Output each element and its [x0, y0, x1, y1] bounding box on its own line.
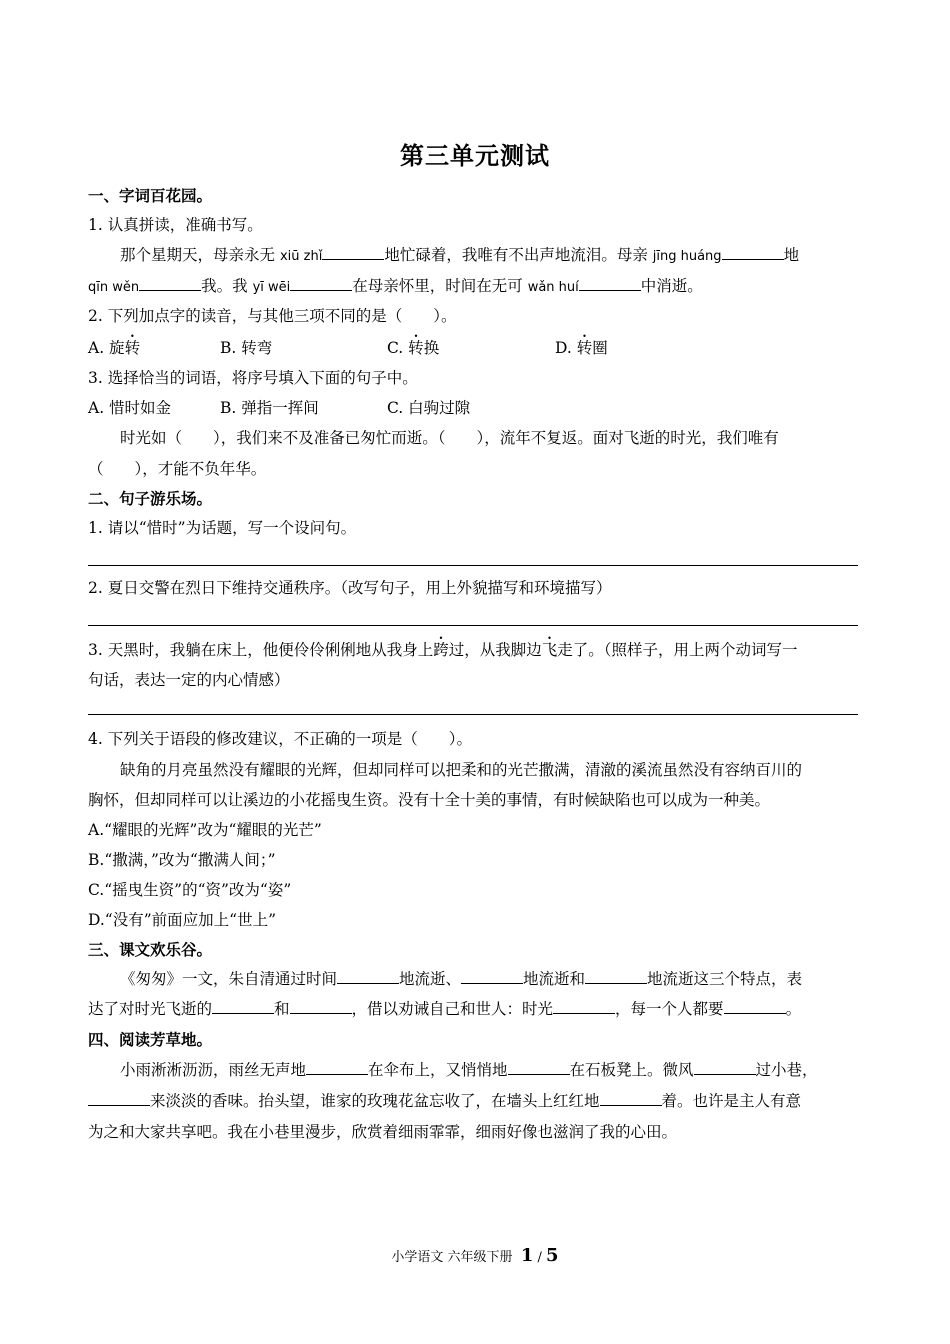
section-1-heading: 一、字词百花园。 — [88, 186, 213, 205]
page-footer — [0, 1245, 950, 1266]
blank[interactable] — [579, 276, 641, 291]
answer-line[interactable] — [88, 565, 858, 566]
q2-4-passage-1: 缺角的月亮虽然没有耀眼的光辉，但却同样可以把柔和的光芒撒满，清澈的溪流虽然没有容纳百川的 — [120, 761, 803, 779]
q2-4-label: 4. 下列关于语段的修改建议，不正确的一项是（ ）。 — [88, 730, 472, 748]
option-b[interactable]: B. 弹指一挥间 — [220, 399, 319, 417]
option-a[interactable]: A. 旋转 — [88, 339, 141, 357]
blank[interactable] — [139, 276, 201, 291]
answer-line[interactable] — [88, 625, 858, 626]
blank[interactable] — [553, 999, 615, 1014]
page-title: 第三单元测试 — [400, 141, 550, 170]
page-separator: / — [537, 1250, 542, 1265]
s3-line1: 《匆匆》一文，朱自清通过时间 地流逝、 地流逝和 地流逝这三个特点，表 — [120, 970, 803, 988]
section-3-heading: 三、课文欢乐谷。 — [88, 940, 213, 959]
blank[interactable] — [461, 969, 523, 984]
blank[interactable] — [306, 1060, 368, 1075]
q1-3-text-1: 时光如（ ），我们来不及准备已匆忙而逝。（ ），流年不复返。面对飞逝的时光，我们唯有 — [120, 429, 779, 447]
q1-1-line2: qīn wěn 我。我 yī wēi 在母亲怀里，时间在无可 wǎn huí 中消逝。 — [88, 277, 703, 295]
section-4-heading: 四、阅读芳草地。 — [88, 1030, 213, 1049]
q2-1-label: 1. 请以“惜时”为话题，写一个设问句。 — [88, 519, 357, 537]
blank[interactable] — [508, 1060, 570, 1075]
q1-1-line1: 那个星期天，母亲永无 xiū zhǐ 地忙碌着，我唯有不出声地流泪。母亲 jīng huáng 地 — [120, 246, 800, 264]
blank[interactable] — [290, 276, 352, 291]
option-c[interactable]: C. 转换 — [387, 339, 440, 357]
q1-3-text-2: （ ），才能不负年华。 — [88, 460, 267, 478]
answer-line[interactable] — [88, 714, 858, 715]
q1-1-label: 1. 认真拼读，准确书写。 — [88, 216, 263, 234]
option-d[interactable]: D.“没有”前面应加上“世上” — [88, 911, 276, 929]
blank[interactable] — [722, 245, 784, 260]
page-total: 5 — [546, 1245, 559, 1266]
blank[interactable] — [322, 245, 384, 260]
page-number: 1 — [520, 1245, 534, 1266]
s4-line3: 为之和大家共享吧。我在小巷里漫步，欣赏着细雨霏霏，细雨好像也滋润了我的心田。 — [88, 1123, 678, 1141]
footer-text: 小学语文 六年级下册 — [391, 1250, 513, 1265]
s4-line2: 来淡淡的香味。抬头望，谁家的玫瑰花盆忘收了，在墙头上红红地 着。也许是主人有意 — [88, 1091, 864, 1111]
option-b[interactable]: B.“撒满，”改为“撒满人间；” — [88, 851, 276, 869]
option-c[interactable]: C. 白驹过隙 — [387, 399, 471, 417]
blank[interactable] — [694, 1060, 756, 1075]
s3-line2: 达了对时光飞逝的 和 ，借以劝诫自己和世人：时光 ，每一个人都要 。 — [88, 1000, 802, 1018]
s4-line1: 小雨淅淅沥沥，雨丝无声地 在伞布上，又悄悄地 在石板凳上。微风 过小巷， — [120, 1061, 818, 1079]
option-b[interactable]: B. 转弯 — [220, 339, 273, 357]
blank[interactable] — [290, 999, 352, 1014]
q2-2-label: 2. 夏日交警在烈日下维持交通秩序。（改写句子，用上外貌描写和环境描写） — [88, 579, 612, 597]
option-d[interactable]: D. 转圈 — [555, 339, 608, 357]
q2-3-line1: 3. 天黑时，我躺在床上，他便伶伶俐俐地从我身上跨过，从我脚边飞走了。（照样子，用上两个动词写一 — [88, 641, 798, 659]
q2-3-line2: 句话，表达一定的内心情感） — [88, 671, 290, 689]
blank[interactable] — [212, 999, 274, 1014]
q1-3-label: 3. 选择恰当的词语，将序号填入下面的句子中。 — [88, 369, 418, 387]
option-a[interactable]: A. 惜时如金 — [88, 399, 172, 417]
blank[interactable] — [600, 1091, 662, 1106]
section-2-heading: 二、句子游乐场。 — [88, 489, 213, 508]
option-c[interactable]: C.“摇曳生资”的“资”改为“姿” — [88, 881, 292, 899]
q2-4-passage-2: 胸怀，但却同样可以让溪边的小花摇曳生资。没有十全十美的事情，有时候缺陷也可以成为一种美。 — [88, 791, 771, 809]
blank[interactable] — [724, 999, 786, 1014]
q1-2-label: 2. 下列加点字的读音，与其他三项不同的是（ ）。 — [88, 307, 457, 325]
blank[interactable] — [585, 969, 647, 984]
option-a[interactable]: A.“耀眼的光辉”改为“耀眼的光芒” — [88, 821, 322, 839]
blank[interactable] — [88, 1091, 150, 1106]
blank[interactable] — [337, 969, 399, 984]
